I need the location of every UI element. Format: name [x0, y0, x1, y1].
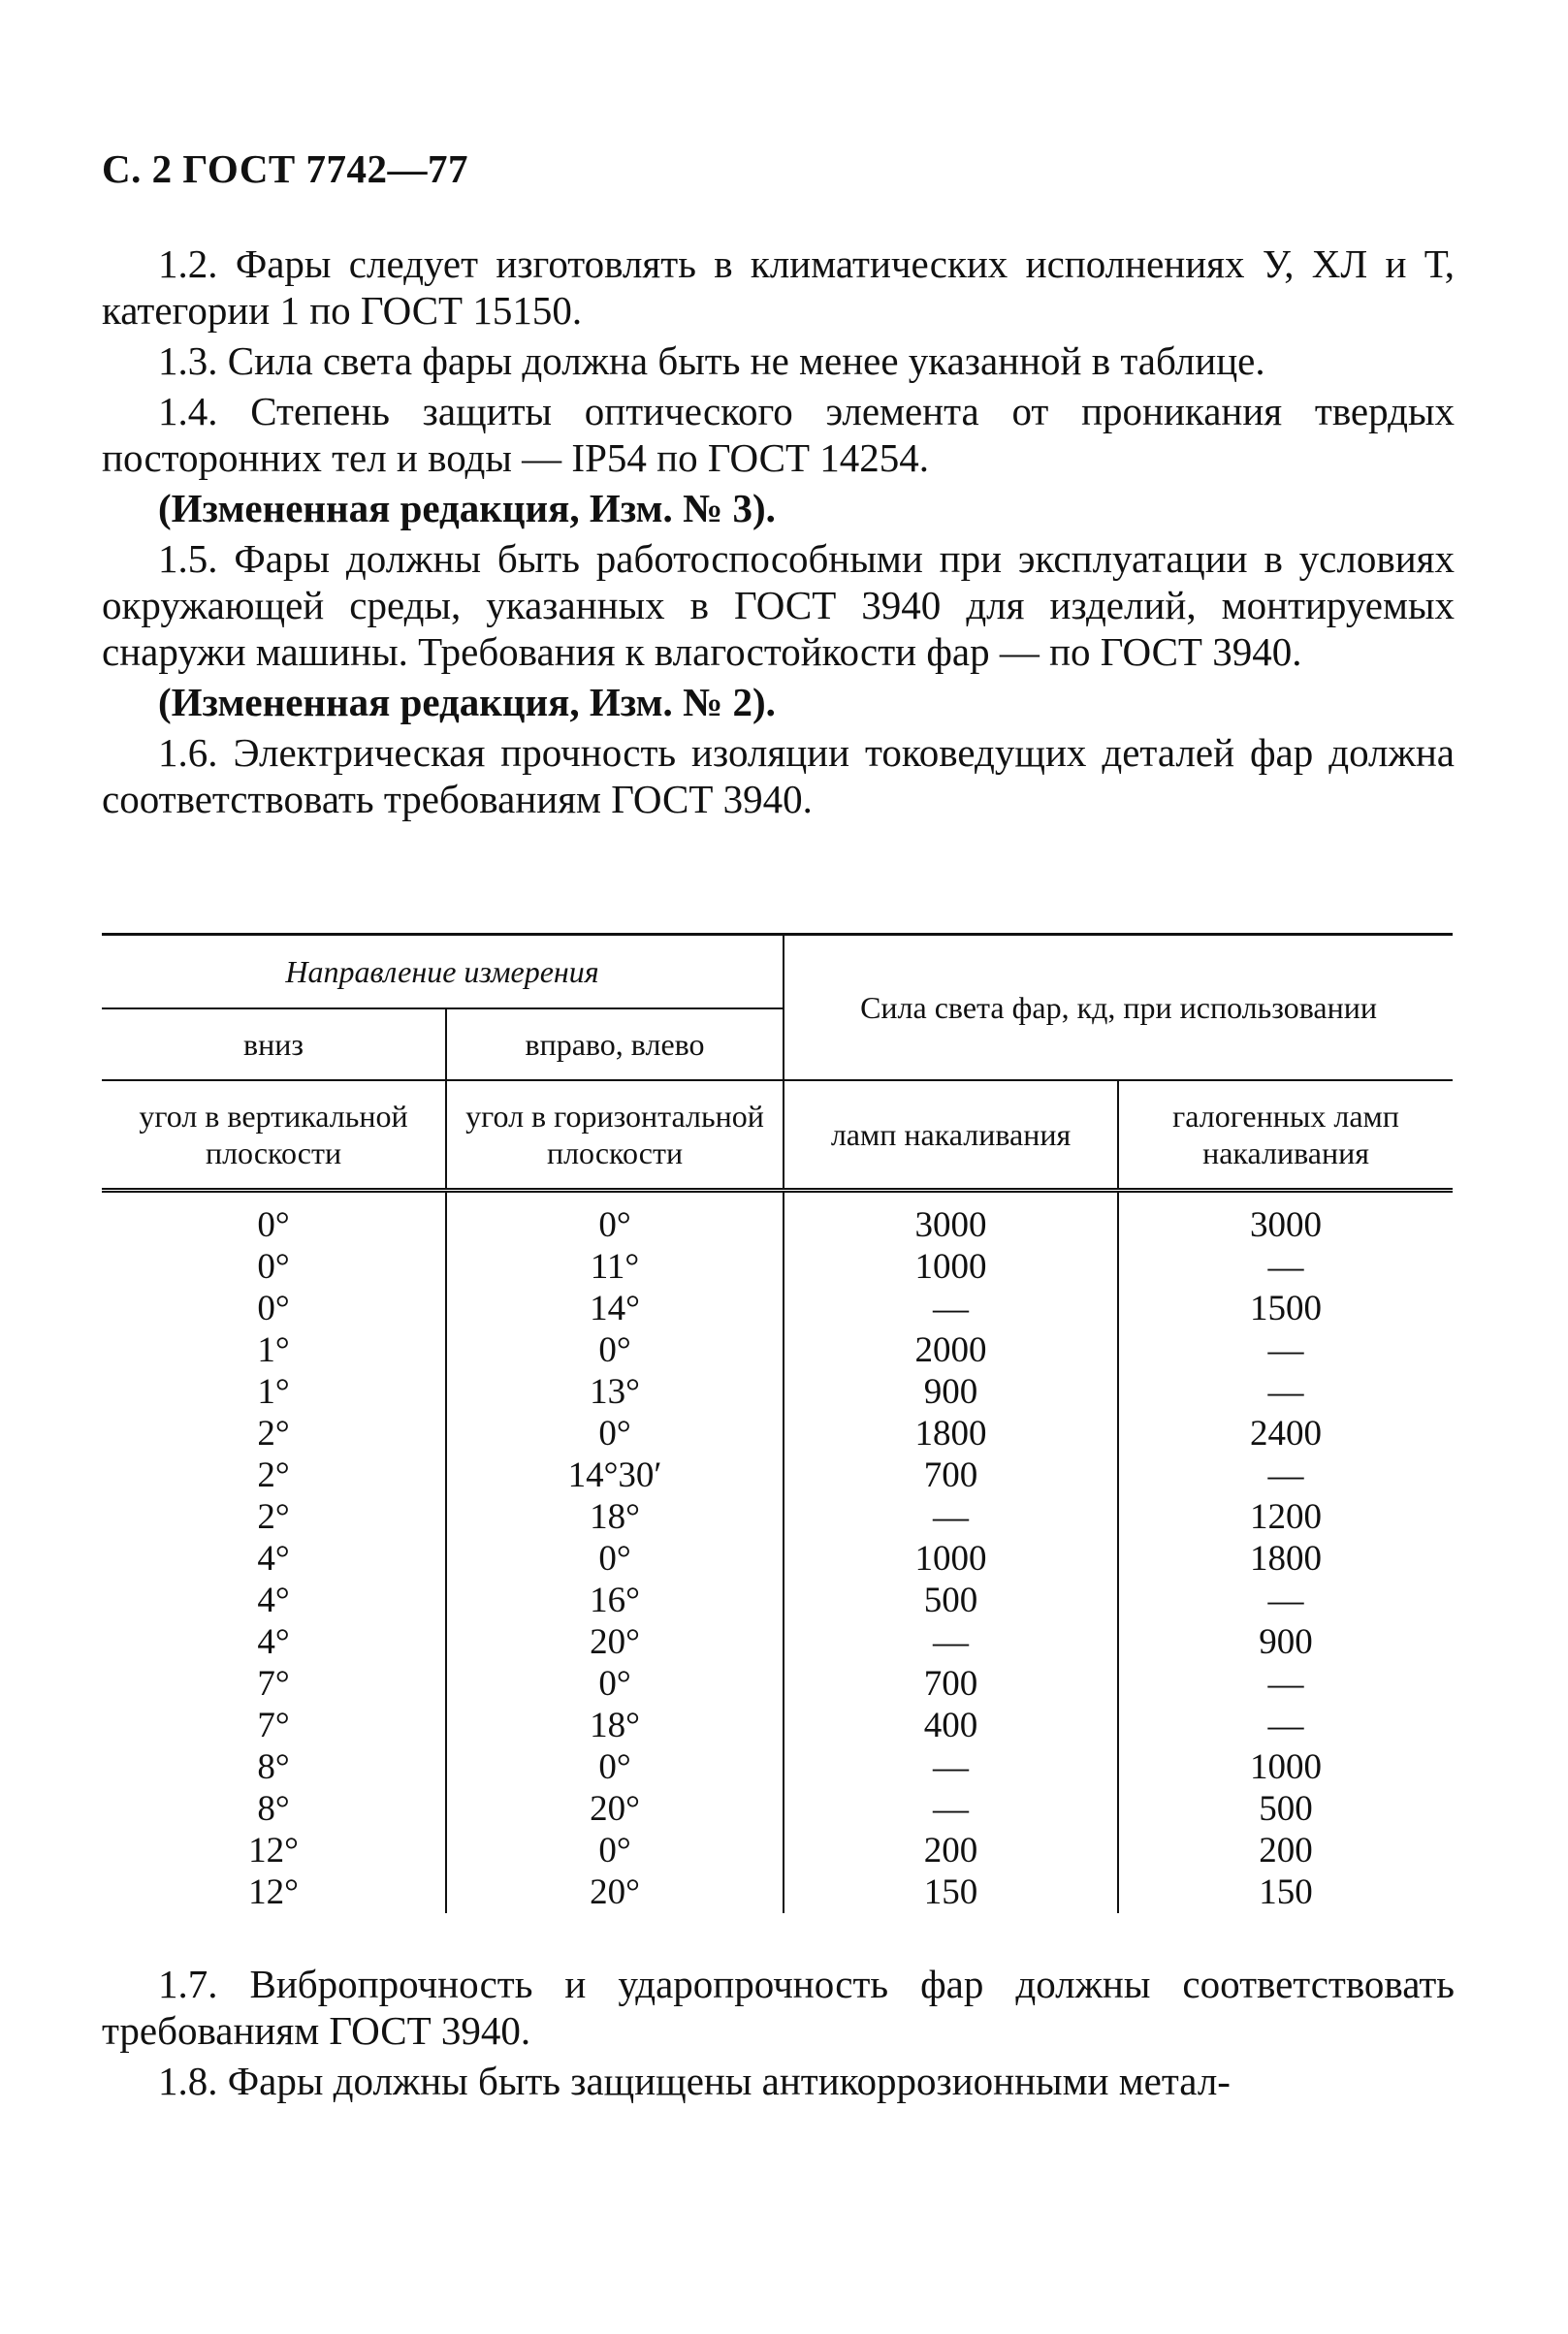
incandescent-value-cell: 400 [784, 1705, 1118, 1746]
incandescent-value-cell: 1800 [784, 1413, 1118, 1455]
table-row [102, 1538, 1453, 1580]
table-row [102, 1496, 1453, 1538]
horizontal-angle-cell: 0° [446, 1746, 784, 1788]
incandescent-value-cell: 3000 [784, 1204, 1118, 1246]
horizontal-angle-cell: 0° [446, 1204, 784, 1246]
horizontal-angle-cell: 20° [446, 1871, 784, 1913]
table-row [102, 1329, 1453, 1371]
halogen-value-cell: — [1118, 1455, 1453, 1496]
halogen-value-cell: 500 [1118, 1788, 1453, 1830]
table-row [102, 1455, 1453, 1496]
vertical-angle-cell: 2° [257, 1414, 290, 1454]
paragraph-1-7: 1.7. Вибропрочность и ударопрочность фар должны соответствовать требованиям ГОСТ 3940. [102, 1962, 1455, 2053]
table-row [102, 1288, 1453, 1329]
table-row [102, 1746, 1453, 1788]
paragraph-1-4: 1.4. Степень защиты оптического элемента от проникания твердых посторонних тел и воды — IP54 по ГОСТ 14254. [102, 389, 1455, 480]
header-down: вниз [243, 1027, 304, 1062]
vertical-angle-cell: 4° [257, 1622, 290, 1662]
incandescent-value-cell: — [784, 1621, 1118, 1663]
vertical-angle-cell: 4° [257, 1581, 290, 1620]
halogen-value-cell: 1800 [1118, 1538, 1453, 1580]
header-vertical-angle: угол в вертикальной плоскости [102, 1080, 446, 1191]
table-row [102, 1413, 1453, 1455]
vertical-angle-cell: 8° [257, 1747, 290, 1787]
vertical-angle-cell: 4° [257, 1539, 290, 1579]
horizontal-angle-cell: 14° [446, 1288, 784, 1329]
header-halogen-lamps: галогенных ламп накаливания [1118, 1080, 1453, 1191]
header-horizontal-angle: угол в горизонтальной плоскости [446, 1080, 784, 1191]
halogen-value-cell: 150 [1118, 1871, 1453, 1913]
incandescent-value-cell: — [784, 1288, 1118, 1329]
halogen-value-cell: 3000 [1118, 1204, 1453, 1246]
table-row [102, 1663, 1453, 1705]
table-row [102, 1621, 1453, 1663]
amendment-note-3: (Измененная редакция, Изм. № 3). [158, 486, 776, 530]
horizontal-angle-cell: 18° [446, 1496, 784, 1538]
halogen-value-cell: 1200 [1118, 1496, 1453, 1538]
horizontal-angle-cell: 0° [446, 1663, 784, 1705]
halogen-value-cell: — [1118, 1705, 1453, 1746]
table-row [102, 1580, 1453, 1621]
halogen-value-cell: — [1118, 1371, 1453, 1413]
vertical-angle-cell: 2° [257, 1455, 290, 1495]
incandescent-value-cell: 200 [784, 1830, 1118, 1871]
halogen-value-cell: — [1118, 1246, 1453, 1288]
header-light-intensity: Сила света фар, кд, при использовании [784, 935, 1453, 1081]
incandescent-value-cell: 900 [784, 1371, 1118, 1413]
header-incandescent-lamps: ламп накаливания [784, 1080, 1118, 1191]
vertical-angle-cell: 7° [257, 1664, 290, 1704]
paragraph-1-2: 1.2. Фары следует изготовлять в климатических исполнениях У, ХЛ и Т, категории 1 по ГОСТ 15150. [102, 241, 1455, 333]
horizontal-angle-cell: 20° [446, 1621, 784, 1663]
horizontal-angle-cell: 13° [446, 1371, 784, 1413]
incandescent-value-cell: 700 [784, 1455, 1118, 1496]
halogen-value-cell: 1500 [1118, 1288, 1453, 1329]
incandescent-value-cell: 150 [784, 1871, 1118, 1913]
horizontal-angle-cell: 20° [446, 1788, 784, 1830]
table-row [102, 1371, 1453, 1413]
horizontal-angle-cell: 14°30′ [446, 1455, 784, 1496]
vertical-angle-cell: 2° [257, 1497, 290, 1537]
halogen-value-cell: 2400 [1118, 1413, 1453, 1455]
amendment-note-2: (Измененная редакция, Изм. № 2). [158, 680, 776, 724]
halogen-value-cell: 200 [1118, 1830, 1453, 1871]
incandescent-value-cell: 2000 [784, 1329, 1118, 1371]
table-row [102, 1705, 1453, 1746]
vertical-angle-cell: 1° [257, 1330, 290, 1370]
paragraph-1-8: 1.8. Фары должны быть защищены антикоррозионными метал- [158, 2059, 1231, 2103]
horizontal-angle-cell: 0° [446, 1538, 784, 1580]
table-row [102, 1246, 1453, 1288]
header-right-left: вправо, влево [446, 1008, 784, 1080]
paragraph-1-5: 1.5. Фары должны быть работоспособными при эксплуатации в условиях окружающей среды, указанных в ГОСТ 3940 для изделий, монтируемых снаружи машины. Требования к влагостойкости фар — по ГОСТ 3940. [102, 536, 1455, 674]
vertical-angle-cell: 1° [257, 1372, 290, 1412]
horizontal-angle-cell: 16° [446, 1580, 784, 1621]
horizontal-angle-cell: 0° [446, 1413, 784, 1455]
incandescent-value-cell: — [784, 1496, 1118, 1538]
halogen-value-cell: 900 [1118, 1621, 1453, 1663]
incandescent-value-cell: — [784, 1788, 1118, 1830]
vertical-angle-cell: 0° [257, 1205, 290, 1245]
page-header: С. 2 ГОСТ 7742—77 [102, 146, 469, 191]
vertical-angle-cell: 0° [257, 1247, 290, 1287]
horizontal-angle-cell: 18° [446, 1705, 784, 1746]
halogen-value-cell: — [1118, 1580, 1453, 1621]
incandescent-value-cell: 700 [784, 1663, 1118, 1705]
table-row [102, 1871, 1453, 1913]
incandescent-value-cell: 1000 [784, 1538, 1118, 1580]
horizontal-angle-cell: 0° [446, 1830, 784, 1871]
table-body [102, 1191, 1453, 1914]
text-after-table [102, 1961, 1455, 2108]
light-intensity-table [102, 933, 1453, 1913]
vertical-angle-cell: 0° [257, 1289, 290, 1328]
vertical-angle-cell: 12° [248, 1831, 299, 1870]
table-row [102, 1830, 1453, 1871]
incandescent-value-cell: — [784, 1746, 1118, 1788]
horizontal-angle-cell: 11° [446, 1246, 784, 1288]
incandescent-value-cell: 500 [784, 1580, 1118, 1621]
paragraph-1-6: 1.6. Электрическая прочность изоляции токоведущих деталей фар должна соответствовать требованиям ГОСТ 3940. [102, 730, 1455, 821]
header-measurement-direction: Направление измерения [102, 935, 784, 1009]
halogen-value-cell: — [1118, 1663, 1453, 1705]
table-row [102, 1788, 1453, 1830]
vertical-angle-cell: 12° [248, 1872, 299, 1912]
halogen-value-cell: — [1118, 1329, 1453, 1371]
table-row [102, 1204, 1453, 1246]
vertical-angle-cell: 8° [257, 1789, 290, 1829]
table-spacer [102, 1191, 1453, 1205]
vertical-angle-cell: 7° [257, 1706, 290, 1745]
incandescent-value-cell: 1000 [784, 1246, 1118, 1288]
text-before-table [102, 240, 1455, 826]
paragraph-1-3: 1.3. Сила света фары должна быть не менее указанной в таблице. [158, 338, 1265, 383]
horizontal-angle-cell: 0° [446, 1329, 784, 1371]
halogen-value-cell: 1000 [1118, 1746, 1453, 1788]
